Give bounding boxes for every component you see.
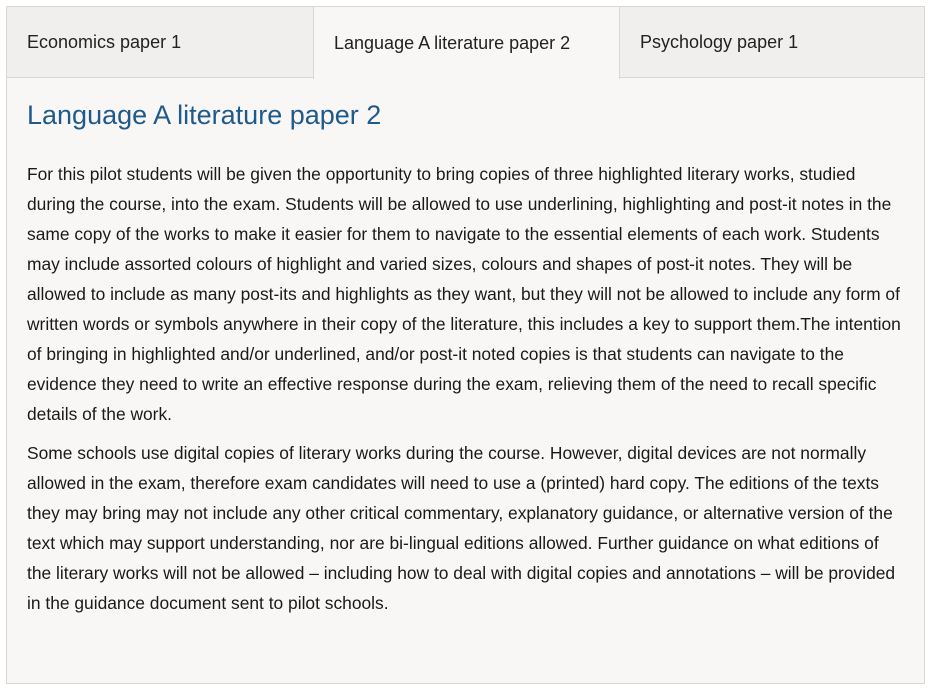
tab-psychology-paper-1[interactable] — [620, 7, 924, 78]
tab-language-a-literature-paper-2[interactable] — [313, 7, 620, 79]
tab-label: Economics paper 1 — [27, 32, 182, 52]
tab-label: Language A literature paper 2 — [334, 32, 571, 53]
tabs-widget — [6, 6, 925, 684]
paragraph: Some schools use digital copies of literary works during the course. However, digital devices are not normally allowed in the exam, therefore exam candidates will need to use a (printed) hard copy. The editions of the texts they may bring may not include any other critical commentary, explanatory guidance, or alternative version of the text which may support understanding, nor are bi-lingual editions allowed. Further guidance on what editions of the literary works will not be allowed – including how to deal with digital copies and annotations – will be provided in the guidance document sent to pilot schools. — [27, 443, 896, 613]
tab-label: Psychology paper 1 — [640, 32, 799, 52]
tab-economics-paper-1[interactable] — [7, 7, 313, 78]
tab-bar — [7, 7, 924, 78]
tab-panel — [7, 78, 924, 618]
paragraph: For this pilot students will be given the opportunity to bring copies of three highlighted literary works, studied during the course, into the exam. Students will be allowed to use underlining, highlighting and post-it notes in the same copy of the works to make it easier for them to navigate to the essential elements of each work. Students may include assorted colours of highlight and varied sizes, colours and shapes of post-it notes. They will be allowed to include as many post-its and highlights as they want, but they will not be allowed to include any form of written words or symbols anywhere in their copy of the literature, this includes a key to support them.The intention of bringing in highlighted and/or underlined, and/or post-it noted copies is that students can navigate to the evidence they need to write an effective response during the exam, relieving them of the need to recall specific details of the work. — [27, 164, 901, 424]
panel-title: Language A literature paper 2 — [27, 100, 382, 130]
panel-text — [27, 159, 904, 618]
